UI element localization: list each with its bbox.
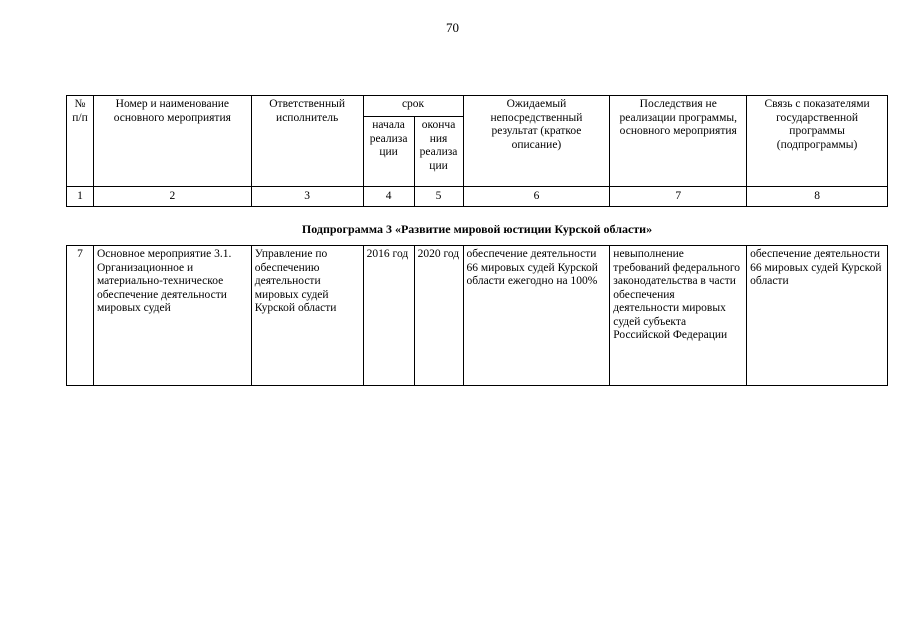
column-number: 4 [363,187,414,207]
row-link: обеспечение деятельности 66 мировых судей Курской области [747,246,888,386]
column-number: 8 [747,187,888,207]
header-table [66,95,888,207]
row-activity-name: Основное мероприятие 3.1. Организационное и материально-техническое обеспечение деятельности мировых судей [93,246,251,386]
column-number: 3 [251,187,363,207]
row-responsible: Управление по обеспечению деятельности мировых судей Курской области [251,246,363,386]
header-col-name: Номер и наименование основного мероприятия [93,96,251,187]
column-number: 7 [610,187,747,207]
header-col-term: срок [363,96,463,117]
row-result: обеспечение деятельности 66 мировых судей Курской области ежегодно на 100% [463,246,610,386]
row-end-year: 2020 год [414,246,463,386]
data-table [66,245,888,386]
subprogram-title: Подпрограмма 3 «Развитие мировой юстиции Курской области» [301,222,653,236]
header-col-start: начала реализа ции [363,117,414,187]
row-start-year: 2016 год [363,246,414,386]
page-number: 70 [446,20,459,35]
header-col-consequences: Последствия не реализации программы, основного мероприятия [610,96,747,187]
column-number: 5 [414,187,463,207]
column-number: 2 [93,187,251,207]
header-col-end: оконча ния реализа ции [414,117,463,187]
header-col-responsible: Ответственный исполнитель [251,96,363,187]
row-consequences: невыполнение требований федерального законодательства в части обеспечения деятельности мировых судей субъекта Российской Федерации [610,246,747,386]
header-col-link: Связь с показателями государственной программы (подпрограммы) [747,96,888,187]
header-col-result: Ожидаемый непосредственный результат (краткое описание) [463,96,610,187]
column-number: 6 [463,187,610,207]
row-number: 7 [67,246,94,386]
table-row [67,246,888,386]
header-col-num: № п/п [67,96,94,187]
column-number: 1 [67,187,94,207]
